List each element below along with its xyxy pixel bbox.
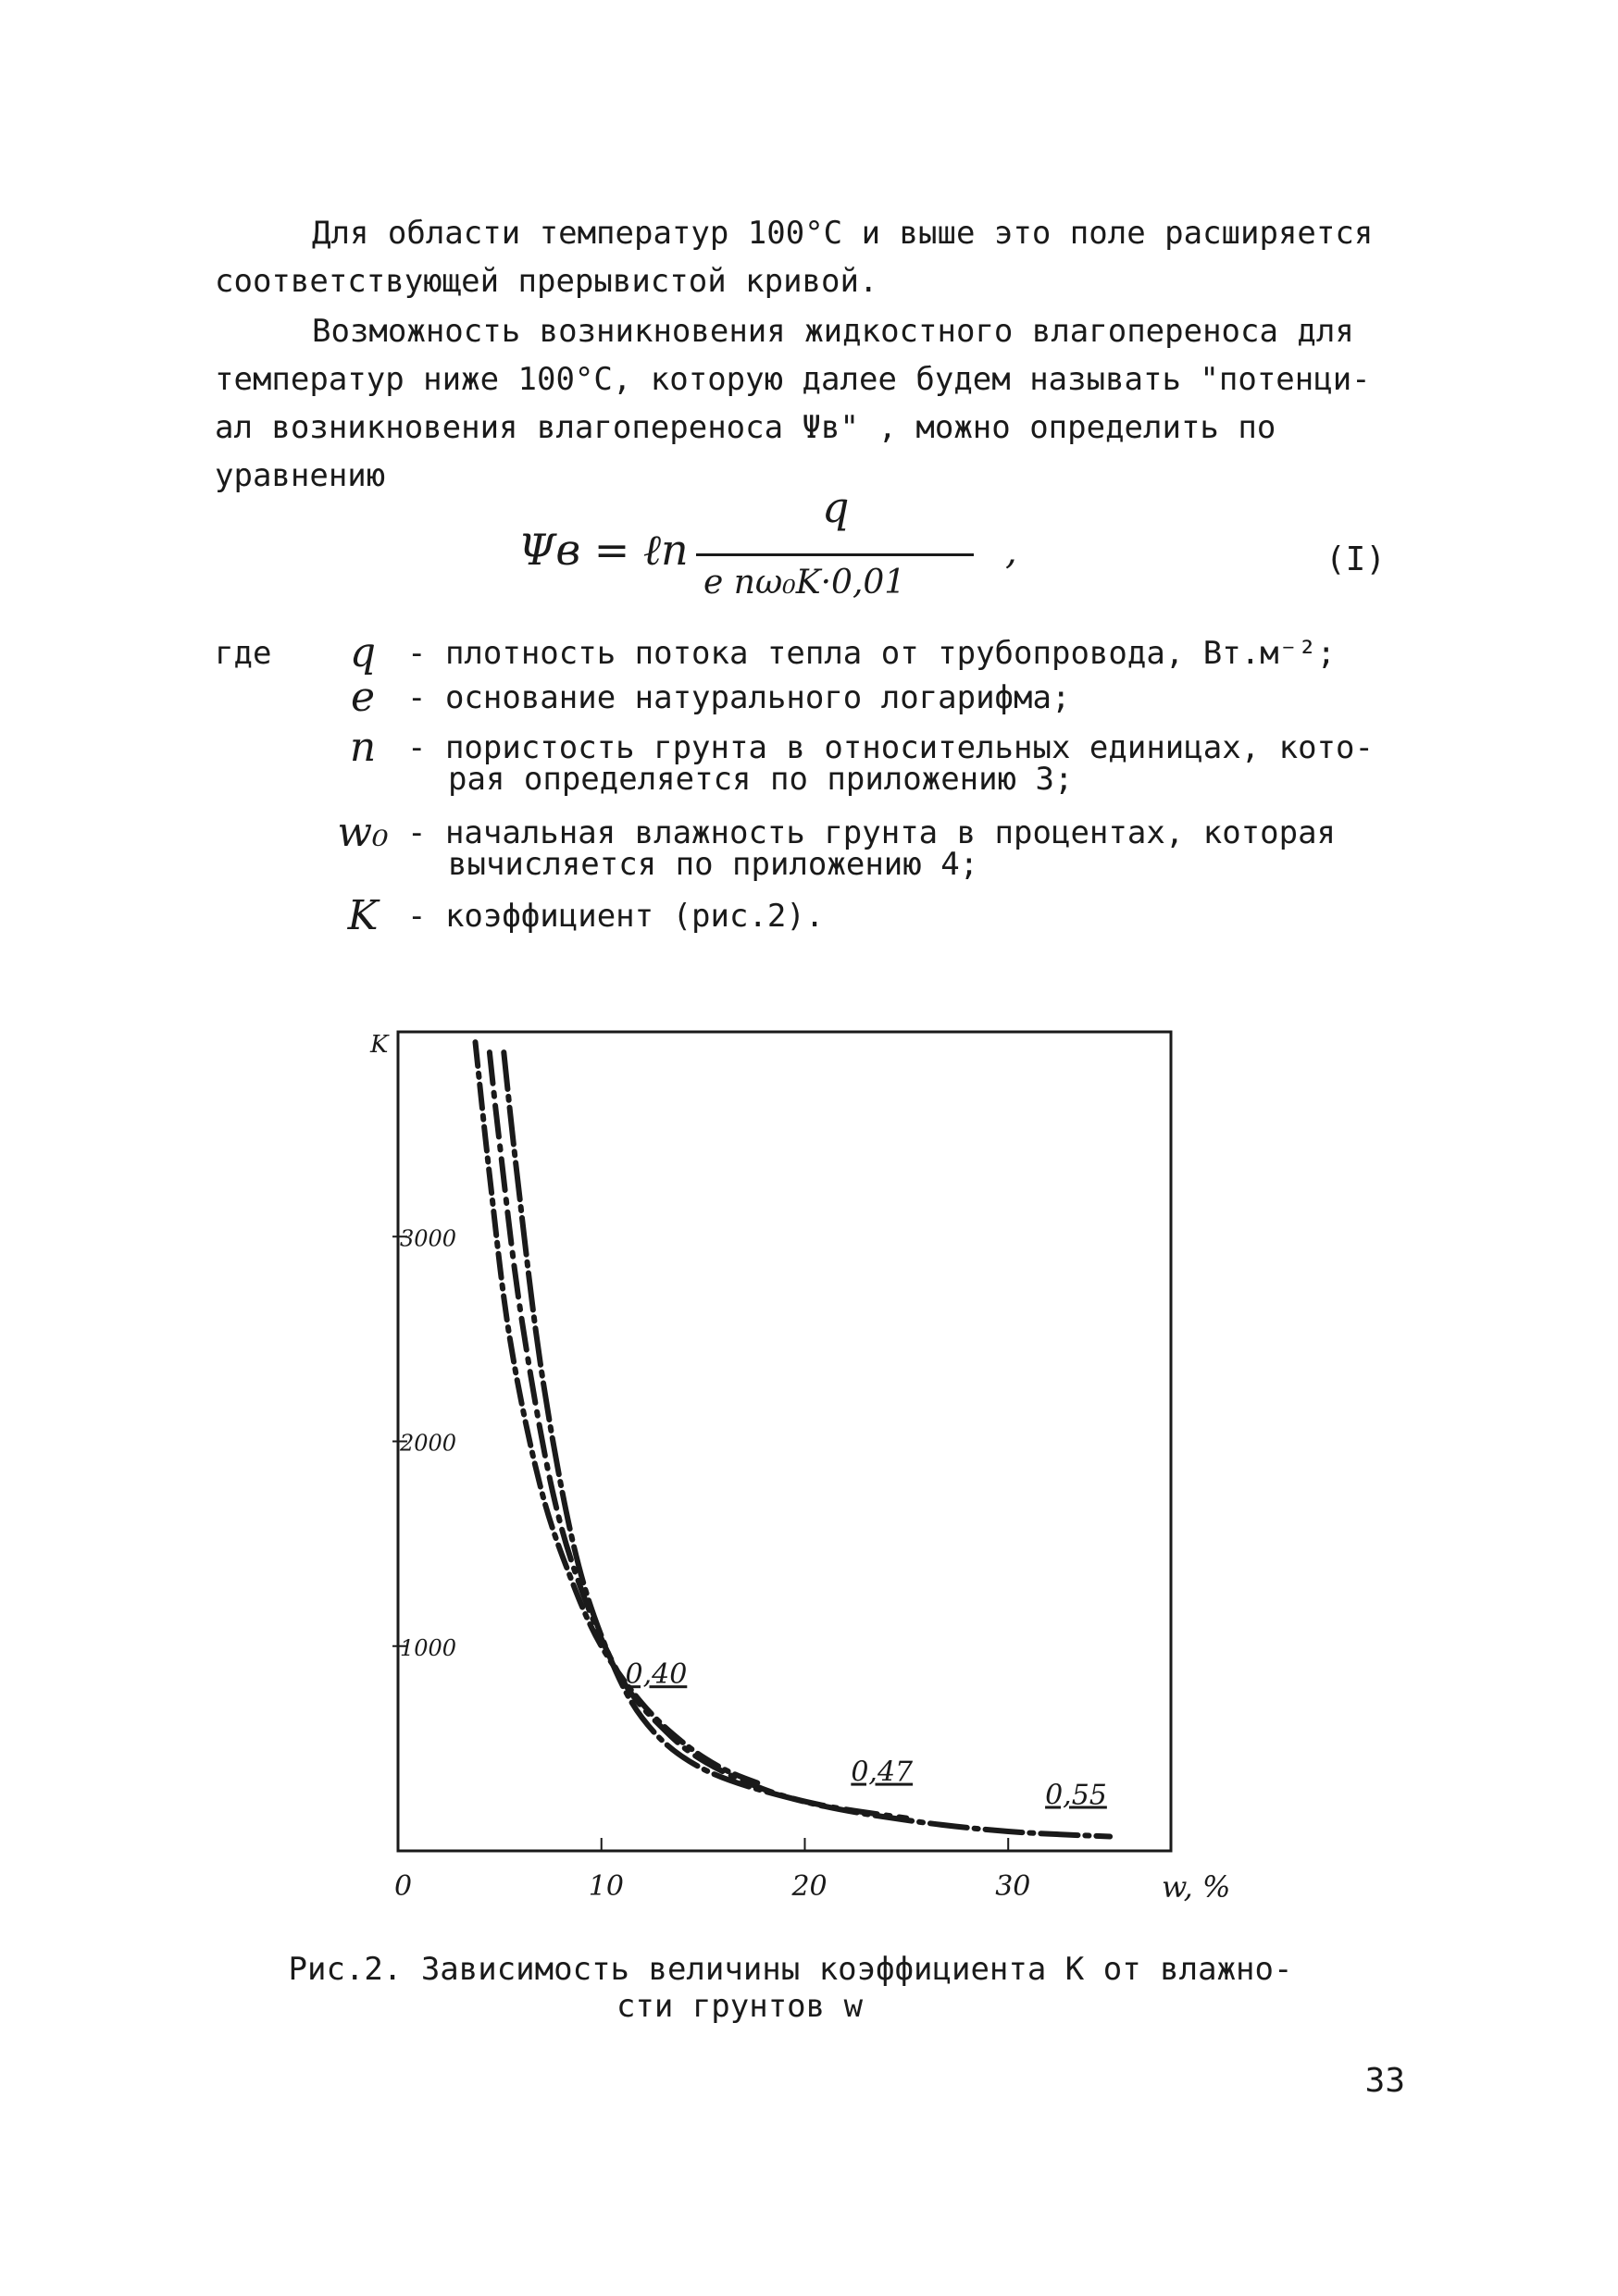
where-label: где (215, 635, 272, 672)
definition-symbol: e (350, 674, 376, 721)
chart-ticks (369, 1031, 1230, 1905)
paragraph-2 (215, 307, 1409, 500)
x-tick-label: 20 (791, 1870, 828, 1903)
definition-text: - коэффициент (рис.2). (407, 898, 825, 935)
definition-text: вычисляется по приложению 4; (448, 846, 979, 883)
curve-series-2 (490, 1052, 906, 1818)
x-tick-label: 10 (588, 1870, 624, 1903)
definition-text: - пористость грунта в относительных единицах, кото- (407, 729, 1374, 766)
x-tick-label: 30 (995, 1870, 1031, 1903)
equation-numerator: q (822, 482, 850, 532)
definition-text: - основание натурального логарифма; (407, 679, 1071, 716)
y-axis-label: K (370, 1031, 389, 1059)
definition-text: - плотность потока тепла от трубопровода, Вт.м⁻²; (407, 635, 1337, 672)
page-number: 33 (1364, 2062, 1405, 2100)
chart-labels (626, 1658, 1107, 1811)
x-tick-label: 0 (394, 1870, 413, 1903)
caption-line: сти грунтов w (616, 1988, 864, 2025)
definition-symbol: K (347, 892, 379, 939)
moisture-coefficient-chart (352, 1009, 1240, 1916)
definition-text: рая определяется по приложению 3; (448, 761, 1074, 798)
definition-symbol: q (349, 629, 377, 676)
equation-lhs: Ψв = ℓn (518, 525, 689, 575)
y-tick-label: 1000 (400, 1634, 457, 1661)
equation-number: (I) (1326, 540, 1387, 578)
fraction-bar (696, 553, 974, 556)
y-tick-label: 2000 (400, 1430, 457, 1457)
paragraph-line: Для области температур 100°С и выше это поле расширяется (312, 215, 1374, 252)
paragraph-line: Возможность возникновения жидкостного влагопереноса для (312, 313, 1354, 350)
x-axis-label: w, % (1162, 1869, 1231, 1905)
curve-label: 0,47 (851, 1756, 914, 1789)
equation-denominator: e nω₀K·0,01 (703, 564, 906, 602)
curve-series-3 (504, 1052, 1110, 1836)
definition-symbol: n (349, 724, 377, 771)
equation-tail: , (1005, 530, 1017, 573)
y-tick-label: 3000 (400, 1225, 457, 1252)
paragraph-1 (215, 209, 1409, 305)
definition-symbol: w₀ (337, 809, 389, 856)
paragraph-line: температур ниже 100°С, которую далее будем называть "потенци- (215, 361, 1371, 398)
caption-line: Рис.2. Зависимость величины коэффициента К от влажно- (288, 1951, 1293, 1988)
paragraph-line: соответствующей прерывистой кривой. (215, 263, 878, 300)
paragraph-line: уравнению (215, 457, 386, 494)
paragraph-line: ал возникновения влагопереноса Ψв" , можно определить по (215, 409, 1276, 446)
chart-curves (476, 1042, 1111, 1836)
definition-text: - начальная влажность грунта в процентах, которая (407, 814, 1337, 851)
curve-label: 0,55 (1045, 1779, 1107, 1812)
curve-label: 0,40 (625, 1658, 688, 1692)
figure-caption (0, 1951, 1618, 2025)
